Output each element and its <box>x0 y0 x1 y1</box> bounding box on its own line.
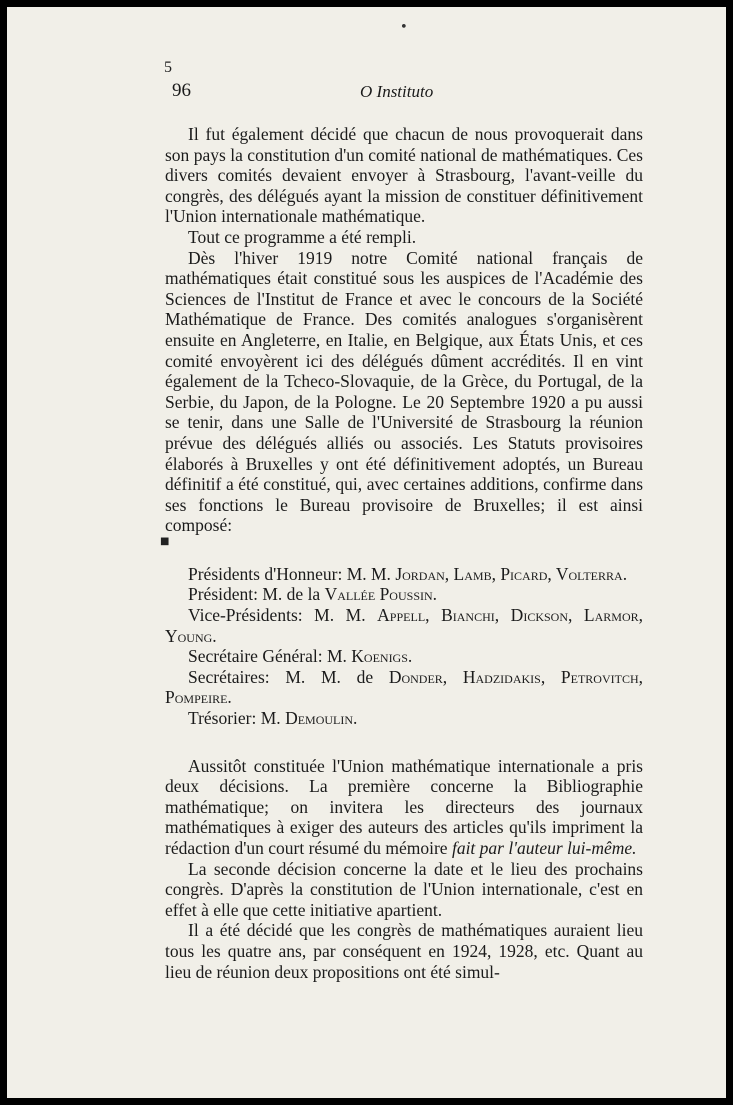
officer-role: Vice-Présidents: M. M. <box>188 605 366 626</box>
ink-mark: ■ <box>160 536 170 547</box>
officer-names: Demoulin. <box>285 708 358 729</box>
officer-role: Trésorier: M. <box>188 708 281 729</box>
officer-role: Secrétaires: M. M. de <box>188 666 374 687</box>
paragraph-2: Tout ce programme a été rempli. <box>188 226 417 247</box>
officer-role: Président: M. de la <box>188 584 321 605</box>
paragraph-5: La seconde décision concerne la date et le lieu des prochains congrès. D'après la constitution de l'Union internationale, c'est en effet à elle que cette initiative apartient. <box>165 858 643 920</box>
officer-names: Vallée Poussin. <box>324 584 438 605</box>
body-text <box>165 124 643 982</box>
document-page <box>7 7 726 1098</box>
paragraph-4 <box>165 756 643 859</box>
officer-secretaries <box>165 667 643 708</box>
officer-vice-presidents <box>165 605 643 646</box>
paragraph-1: Il fut également décidé que chacun de nous provoquerait dans son pays la constitution d'un comité national de mathématiques. Ces divers comités devaient envoyer à Strasbourg, l'avant-veille du congrès, des délégués ayant la mission de constituer définitivement l'Union internationale mathématique. <box>165 124 643 227</box>
officer-role: Secrétaire Général: M. <box>188 646 347 667</box>
officer-names: Jordan, Lamb, Picard, Volterra. <box>395 563 628 584</box>
officer-president <box>165 584 643 605</box>
spacer <box>165 536 643 564</box>
paragraph-4-text: Aussitôt constituée l'Union mathématique internationale a pris deux décisions. La première concerne la Bibliographie mathématique; on invitera les directeurs des journaux mathématiques à exiger des auteurs des articles qu'ils impriment la rédaction d'un court résumé du mémoire <box>165 755 643 858</box>
officer-names: Donder, Hadzidakis, Petrovitch, Pompeire. <box>165 666 643 708</box>
paragraph-3: Dès l'hiver 1919 notre Comité national français de mathématiques était constitué sous les auspices de l'Académie des Sciences de l'Institut de France et avec le concours de la Société Mathématique de France. Des comités analogues s'organisèrent ensuite en Angleterre, en Italie, en Belgique, aux États Unis, et ces comité envoyèrent ici des délégués dûment accrédités. Il en vint également de la Tcheco-Slovaquie, de la Grèce, du Portugal, de la Serbie, du Japon, de la Pologne. Le 20 Septembre 1920 a pu aussi se tenir, dans une Salle de l'Université de Strasbourg la réunion prévue des délégués alliés ou associés. Les Statuts provisoires élaborés à Bruxelles y ont été définitivement adoptés, un Bureau définitif a été constitué, qui, avec certaines additions, confirme dans ses fonctions le Bureau provisoire de Bruxelles; il est ainsi composé: <box>165 247 643 536</box>
officer-general-secretary <box>165 646 643 667</box>
spacer <box>165 729 643 756</box>
ink-dot: • <box>400 20 408 35</box>
running-head: O Instituto <box>360 82 434 101</box>
officer-names: Appell, Bianchi, Dickson, Larmor, Young. <box>165 605 644 646</box>
page-number: 96 <box>172 80 191 101</box>
officer-role: Présidents d'Honneur: M. M. <box>188 563 391 584</box>
officer-treasurer <box>165 708 643 729</box>
officer-honorary-presidents <box>165 564 643 585</box>
paragraph-6: Il a été décidé que les congrès de mathématiques auraient lieu tous les quatre ans, par conséquent en 1924, 1928, etc. Quant au lieu de réunion deux propositions ont été simul- <box>165 920 643 982</box>
officer-names: Koenigs. <box>351 646 413 667</box>
paragraph-4-italic: fait par l'auteur lui-même. <box>451 838 637 858</box>
margin-mark: 5 <box>164 59 172 76</box>
